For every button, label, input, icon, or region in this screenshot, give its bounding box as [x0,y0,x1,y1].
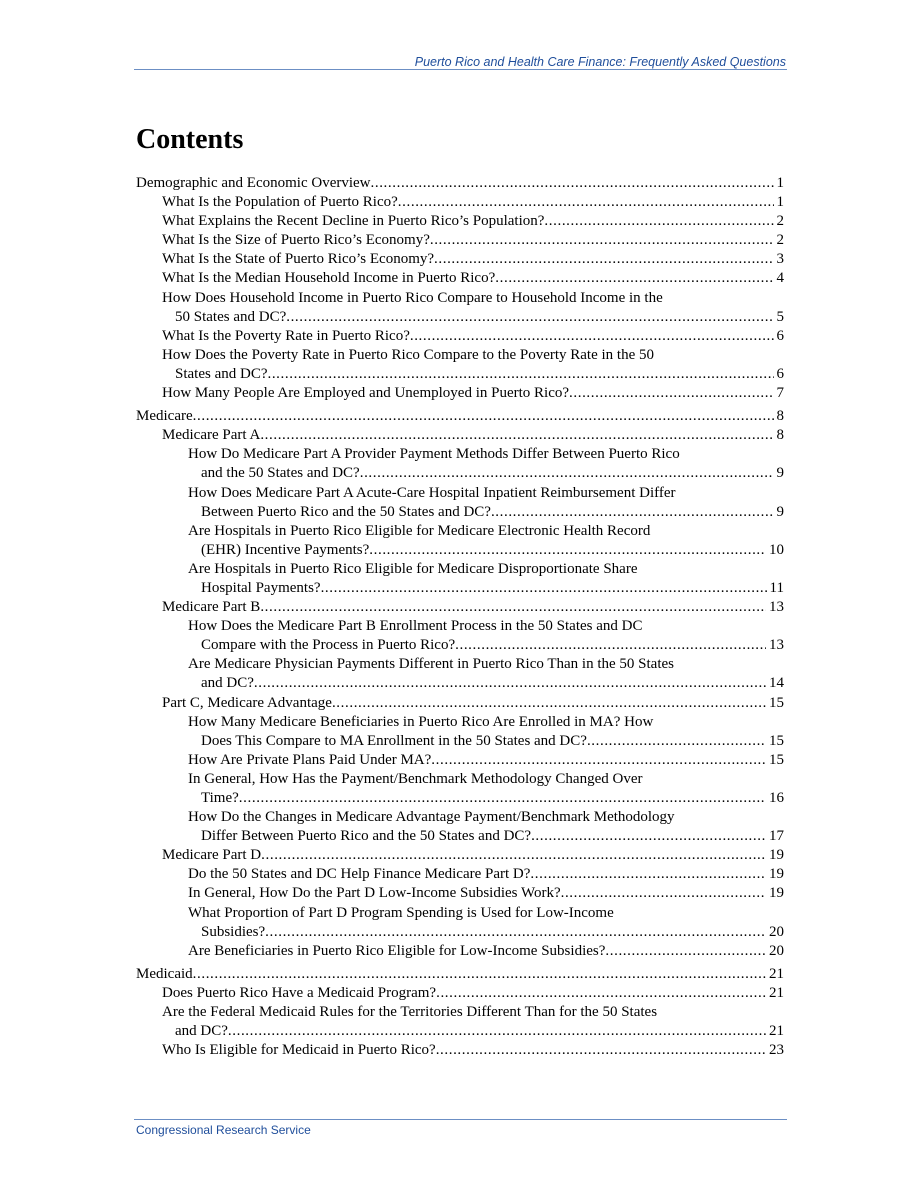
dot-leader [286,308,773,327]
toc-entry-title: and DC? [175,1023,228,1040]
toc-entry-title: Are Beneficiaries in Puerto Rico Eligible for Low-Income Subsidies? [188,942,606,959]
toc-page-number: 6 [776,327,784,344]
toc-entry-title: Demographic and Economic Overview [136,175,371,191]
dot-leader [332,694,766,713]
toc-entry[interactable] [136,598,784,617]
toc-entry-title: What Explains the Recent Decline in Puerto Rico’s Population? [162,213,545,230]
toc-entry[interactable] [136,327,784,346]
toc-page-number: 10 [769,541,784,558]
toc-entry[interactable] [136,694,784,713]
dot-leader [265,923,766,942]
toc-entry-title: Hospital Payments? [201,579,321,596]
toc-page-number: 21 [769,965,784,982]
toc-entry[interactable] [136,965,784,984]
toc-entry[interactable] [136,713,784,751]
dot-leader [261,846,766,865]
toc-page-number: 19 [769,885,784,902]
toc-entry-title: How Does the Poverty Rate in Puerto Rico Compare to the Poverty Rate in the 50 [162,346,654,363]
toc-page-number: 1 [776,175,784,191]
toc-entry[interactable] [136,808,784,846]
toc-page-number: 21 [769,984,784,1001]
toc-page-number: 13 [769,637,784,654]
toc-entry-title: Part C, Medicare Advantage [162,694,332,711]
toc-entry[interactable] [136,484,784,522]
toc-page-number: 9 [776,465,784,482]
toc-page-number: 19 [769,847,784,864]
toc-entry-title: What Proportion of Part D Program Spending is Used for Low-Income [188,904,614,921]
toc-entry-title: Does This Compare to MA Enrollment in the 50 States and DC? [201,732,587,749]
toc-entry-title: How Many Medicare Beneficiaries in Puerto Rico Are Enrolled in MA? How [188,713,654,730]
toc-entry-title: What Is the Size of Puerto Rico’s Economy? [162,232,430,249]
dot-leader [455,636,766,655]
toc-entry[interactable] [136,407,784,426]
dot-leader [239,789,766,808]
dot-leader [544,212,773,231]
toc-page-number: 15 [769,751,784,768]
toc-page-number: 4 [776,270,784,287]
toc-entry-title: (EHR) Incentive Payments? [201,541,370,558]
toc-page-number: 11 [769,579,784,596]
toc-entry-title: Medicare Part D [162,847,262,864]
toc-entry-title: Subsidies? [201,923,266,940]
toc-entry-title: How Does Household Income in Puerto Rico Compare to Household Income in the [162,289,663,306]
dot-leader [228,1022,766,1041]
toc-entry-title: Are the Federal Medicaid Rules for the Territories Different Than for the 50 States [162,1004,658,1021]
toc-entry-title: Compare with the Process in Puerto Rico? [201,637,456,654]
dot-leader [430,231,774,250]
dot-leader [569,384,773,403]
toc-page-number: 14 [769,675,784,692]
toc-page-number: 2 [776,213,784,230]
page-title: Contents [136,124,244,155]
toc-entry-title: How Does the Medicare Part B Enrollment Process in the 50 States and DC [188,618,643,635]
toc-page-number: 9 [776,503,784,520]
toc-entry-title: Are Hospitals in Puerto Rico Eligible for Medicare Electronic Health Record [188,522,651,539]
toc-entry-title: Time? [201,790,239,806]
toc-page-number: 15 [769,694,784,711]
toc-entry-title: Medicare Part A [162,427,261,444]
toc-entry[interactable] [136,269,784,288]
toc-entry[interactable] [136,193,784,212]
toc-entry-title: Medicare [136,408,193,425]
running-header: Puerto Rico and Health Care Finance: Frequently Asked Questions [414,55,786,69]
toc-entry-title: Do the 50 States and DC Help Finance Medicare Part D? [188,866,531,883]
dot-leader [605,942,766,961]
toc-entry-title: and the 50 States and DC? [201,465,360,482]
toc-entry-title: Medicare Part B [162,599,261,616]
dot-leader [531,827,766,846]
toc-page-number: 2 [776,232,784,249]
toc-entry[interactable] [136,426,784,445]
toc-entry-title: How Many People Are Employed and Unemployed in Puerto Rico? [162,385,570,402]
toc-entry-title: Who Is Eligible for Medicaid in Puerto Rico? [162,1042,436,1059]
footer-organization: Congressional Research Service [136,1123,311,1137]
dot-leader [410,327,774,346]
dot-leader [530,865,766,884]
toc-entry[interactable] [136,289,784,327]
toc-entry-title: How Does Medicare Part A Acute-Care Hospital Inpatient Reimbursement Differ [188,484,676,501]
toc-page-number: 16 [769,790,784,806]
toc-page-number: 3 [776,251,784,268]
toc-entry-title: What Is the State of Puerto Rico’s Economy? [162,251,435,268]
toc-entry-title: Differ Between Puerto Rico and the 50 States and DC? [201,828,532,845]
toc-entry-title: States and DC? [175,365,268,382]
toc-page-number: 21 [769,1023,784,1040]
toc-page-number: 6 [776,365,784,382]
toc-entry[interactable] [136,865,784,884]
dot-leader [260,598,766,617]
toc-page-number: 8 [776,427,784,444]
toc-page-number: 7 [776,385,784,402]
toc-entry[interactable] [136,250,784,269]
toc-entry-title: How Do Medicare Part A Provider Payment Methods Differ Between Puerto Rico [188,446,680,463]
toc-entry-title: Are Hospitals in Puerto Rico Eligible for Medicare Disproportionate Share [188,560,638,577]
toc-entry[interactable] [136,445,784,483]
dot-leader [436,984,766,1003]
toc-page-number: 15 [769,732,784,749]
toc-entry-title: Medicaid [136,965,193,982]
toc-page-number: 1 [776,194,784,211]
toc-entry[interactable] [136,984,784,1003]
dot-leader [431,751,766,770]
toc-entry[interactable] [136,560,784,598]
dot-leader [260,426,773,445]
dot-leader [369,541,766,560]
dot-leader [321,579,767,598]
toc-page-number: 20 [769,942,784,959]
toc-entry-title: How Do the Changes in Medicare Advantage Payment/Benchmark Methodology [188,809,675,826]
toc-entry[interactable] [136,770,784,808]
dot-leader [267,365,773,384]
toc-entry[interactable] [136,522,784,560]
toc-page-number: 17 [769,828,784,845]
toc-entry-title: 50 States and DC? [175,308,287,325]
toc-page-number: 23 [769,1042,784,1059]
toc-entry[interactable] [136,174,784,193]
dot-leader [360,464,774,483]
dot-leader [495,269,773,288]
toc-entry-title: Between Puerto Rico and the 50 States and DC? [201,503,491,520]
dot-leader [398,193,774,212]
dot-leader [561,884,766,903]
toc-entry-title: and DC? [201,675,254,692]
toc-page-number: 19 [769,866,784,883]
dot-leader [193,965,766,984]
toc-entry[interactable] [136,1003,784,1041]
toc-entry-title: In General, How Has the Payment/Benchmark Methodology Changed Over [188,770,643,787]
toc-page-number: 8 [776,408,784,425]
toc-entry-title: In General, How Do the Part D Low-Income Subsidies Work? [188,885,561,902]
dot-leader [193,407,774,426]
toc-entry[interactable] [136,346,784,384]
toc-entry[interactable] [136,212,784,231]
dot-leader [254,674,766,693]
toc-entry-title: How Are Private Plans Paid Under MA? [188,751,432,768]
dot-leader [491,503,774,522]
toc-page-number: 13 [769,599,784,616]
dot-leader [436,1041,766,1060]
toc-entry[interactable] [136,884,784,903]
toc-entry-title: Does Puerto Rico Have a Medicaid Program? [162,984,437,1001]
header-rule [134,69,787,70]
toc-entry-title: What Is the Poverty Rate in Puerto Rico? [162,327,410,344]
dot-leader [434,250,773,269]
toc-entry[interactable] [136,384,784,403]
toc-entry[interactable] [136,1041,784,1060]
table-of-contents [136,174,784,1060]
toc-entry-title: What Is the Population of Puerto Rico? [162,194,398,211]
dot-leader [371,174,774,193]
toc-entry[interactable] [136,231,784,250]
toc-entry-title: Are Medicare Physician Payments Different in Puerto Rico Than in the 50 States [188,656,675,673]
toc-entry[interactable] [136,655,784,693]
toc-page-number: 5 [776,308,784,325]
toc-entry[interactable] [136,751,784,770]
toc-entry-title: What Is the Median Household Income in Puerto Rico? [162,270,496,287]
dot-leader [587,732,766,751]
footer-rule [134,1119,787,1120]
toc-entry[interactable] [136,846,784,865]
toc-entry[interactable] [136,942,784,961]
toc-page-number: 20 [769,923,784,940]
toc-entry[interactable] [136,904,784,942]
toc-entry[interactable] [136,617,784,655]
